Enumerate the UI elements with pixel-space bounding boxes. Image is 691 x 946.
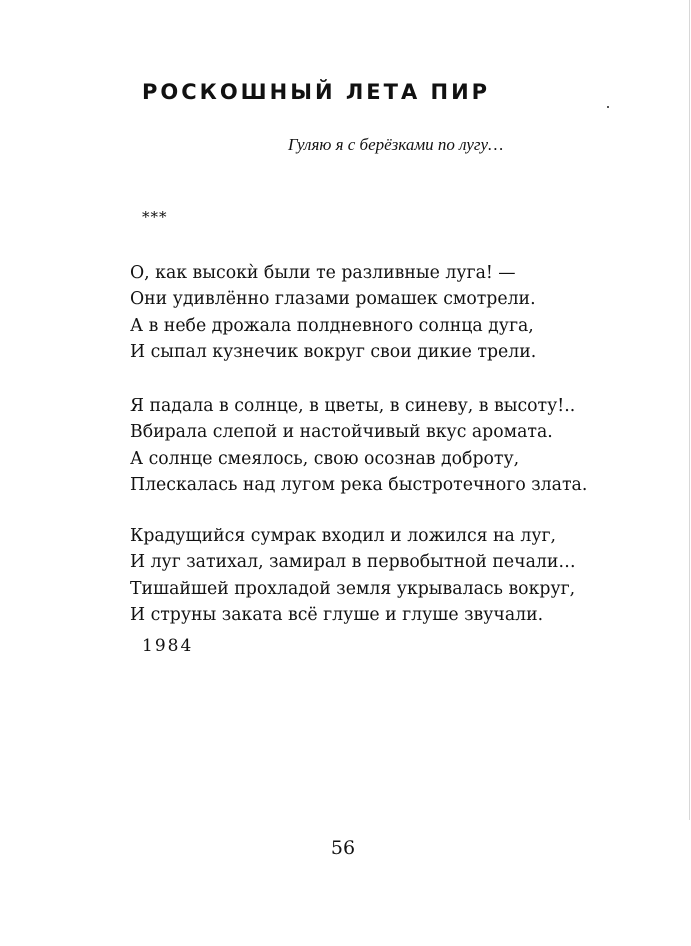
epigraph: Гуляю я с берёзками по лугу… [288, 135, 504, 154]
verse-line: И луг затихал, замирал в первобытной печали… [130, 552, 576, 573]
poem-year: 1984 [142, 636, 194, 656]
verse-line: А солнце смеялось, свою осознав доброту, [130, 448, 520, 469]
stanza-2 [130, 393, 587, 498]
print-speck [607, 106, 609, 108]
page-number: 56 [330, 837, 356, 859]
verse-line: Плескалась над лугом река быстротечного злата. [130, 474, 588, 495]
stanza-3 [130, 523, 576, 628]
verse-line: И струны заката всё глуше и глуше звучали. [130, 604, 544, 625]
verse-line: Я падала в солнце, в цветы, в синеву, в высоту!.. [130, 396, 576, 416]
verse-line: Крадущийся сумрак входил и ложился на луг, [130, 526, 557, 546]
poem-title: РОСКОШНЫЙ ЛЕТА ПИР [142, 80, 491, 104]
verse-line: Вбирала слепой и настойчивый вкус аромата. [130, 422, 553, 443]
verse-line: Тишайшей прохладой земля укрывалась вокруг, [130, 578, 576, 599]
verse-line: О, как высокѝ были те разливные луга! — [130, 263, 516, 283]
stanza-1 [130, 260, 536, 365]
verse-line: Они удивлённо глазами ромашек смотрели. [130, 289, 536, 310]
verse-line: И сыпал кузнечик вокруг свои дикие трели. [130, 341, 537, 362]
stanza-separator: *** [142, 208, 168, 226]
verse-line: А в небе дрожала полдневного солнца дуга, [130, 315, 534, 336]
page-edge [689, 0, 690, 820]
